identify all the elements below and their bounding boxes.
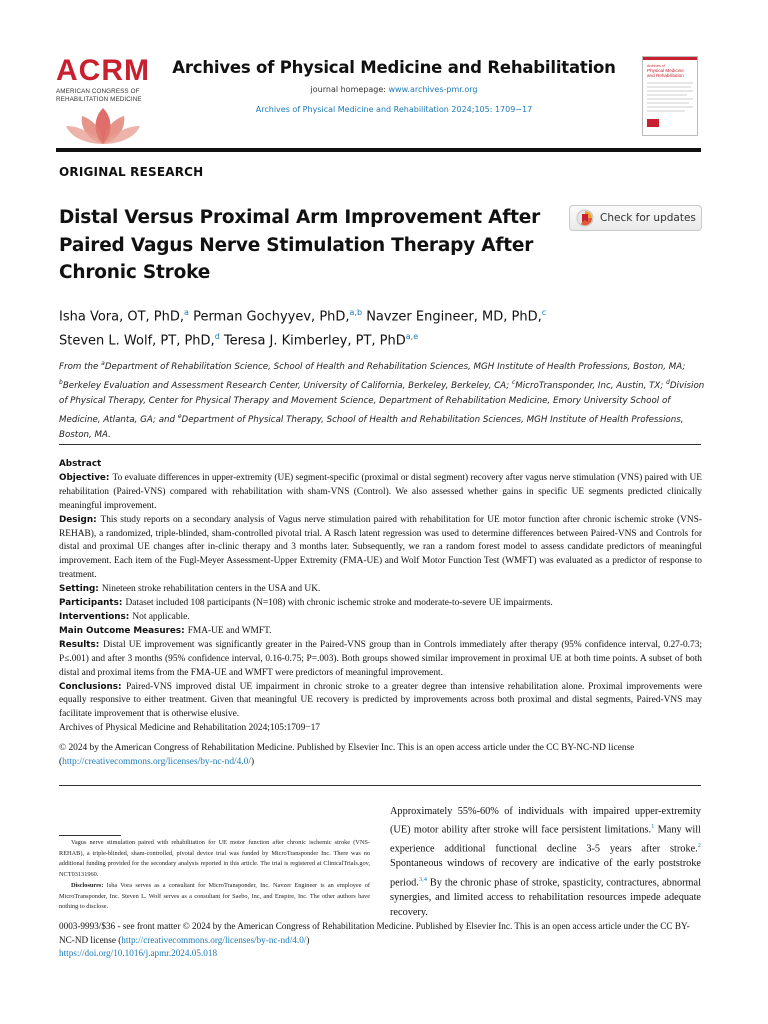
abstract	[59, 458, 702, 736]
abstract-outcome-measures: Main Outcome Measures: FMA-UE and WMFT.	[59, 625, 272, 636]
check-for-updates-button[interactable]	[569, 205, 702, 231]
body-paragraph: Approximately 55%-60% of individuals with impaired upper-extremity (UE) motor ability after stroke will face persistent limitations.$^1$ Many will experience additional functional decline 3-5 years after stroke.$^2$ Spontaneous windows of recovery are indicative of the early poststroke period.$^{3,4}$ By the chronic phase of stroke, spasticity, contractures, abnormal synergies, and limited access to rehabilitation resources impede adequate recovery.	[390, 806, 701, 919]
author-name: Teresa J. Kimberley, PT, PhD	[219, 333, 406, 349]
footnote-divider	[59, 835, 121, 836]
cover-text-lines	[643, 81, 698, 131]
abstract-design: Design: This study reports on a secondary analysis of Vagus nerve stimulation paired with rehabilitation for UE motor function after chronic ischemic stroke (VNS-REHAB), a randomized, triple-blinded, sham-controlled pivotal trial. A Rasch latent regression was used to determine differences between Paired-VNS and Controls for distal and proximal UE changes after in-clinic therapy and 3 months later. Subsequently, we ran a random forest model to assess candidate predictors of meaningful improvement. Each item of the Fugl-Meyer Assessment-Upper Extremity (FMA-UE) and Wolf Motor Function Test (WMFT) was evaluated as a predictor of response to treatment.	[59, 514, 702, 581]
author-name: Steven L. Wolf, PT, PhD,	[59, 333, 215, 349]
author-affil-sup[interactable]: d	[214, 332, 220, 342]
footnotes	[59, 838, 370, 913]
homepage-link[interactable]: www.archives-pmr.org	[388, 85, 478, 94]
abstract-setting: Setting: Nineteen stroke rehabilitation centers in the USA and UK.	[59, 584, 321, 595]
header-divider	[56, 148, 701, 152]
abstract-objective: Objective: To evaluate differences in upper-extremity (UE) segment-specific (proximal or distal segment) recovery after vagus nerve stimulation (VNS) paired with UE rehabilitation (Paired-VNS) compared with rehabilitation with sham-VNS (Control). We also assessed whether gains in specific UE segments predicted clinically meaningful improvement.	[59, 472, 702, 511]
copyright-notice: © 2024 by the American Congress of Rehabilitation Medicine. Published by Elsevier Inc. This is an open access article under the CC BY-NC-ND license (http://creativecommons.org/licenses/by-nc-nd/4.0/)	[59, 743, 635, 767]
abstract-results: Results: Distal UE improvement was significantly greater in the Paired-VNS group than in Controls immediately after therapy (95% confidence interval, 0.27-0.73; P≤.001) and after 3 months (95% confidence interval, 0.16-0.75; P=.003). Both groups showed similar improvement in proximal UE at both time points. A subset of both distal and proximal items from the FMA-UE and WMFT were predictors of meaningful improvement.	[59, 639, 702, 678]
abstract-conclusions: Conclusions: Paired-VNS improved distal UE impairment in chronic stroke to a greater degree than intensive rehabilitation alone. Proximal improvements were equally responsive to either treatment. Given that meaningful UE recovery is predicted by improvements across both proximal and distal segments, Paired-VNS may facilitate improvement that is otherwise elusive.	[59, 681, 702, 720]
logo-wordmark: ACRM	[56, 54, 150, 87]
article-title: Distal Versus Proximal Arm Improvement After Paired Vagus Nerve Stimulation Therapy After Chronic Stroke	[59, 207, 540, 283]
author-name: Isha Vora, OT, PhD,	[59, 309, 185, 325]
section-label: ORIGINAL RESEARCH	[59, 165, 204, 179]
reference-link[interactable]: 1	[651, 823, 655, 831]
acrm-logo	[56, 56, 152, 148]
abstract-heading: Abstract	[59, 459, 102, 469]
cover-title-1: Archives of	[647, 64, 665, 68]
logo-subtitle: AMERICAN CONGRESS OF REHABILITATION MEDICINE	[56, 88, 142, 103]
reference-link[interactable]: 3,4	[418, 875, 428, 883]
cover-title-3: and Rehabilitation	[647, 73, 684, 79]
author-affil-sup[interactable]: c	[541, 308, 547, 317]
cover-title-2: Physical Medicine	[647, 68, 684, 74]
disclosures-footnote: Disclosures: Isha Vora serves as a consultant for MicroTransponder, Inc. Navzer Engineer is an employee of MicroTransponder, Inc. Steven L. Wolf serves as a consultant for Saebo, Inc, and Enspire, Inc. The other authors have nothing to disclose.	[59, 881, 370, 911]
author-name: Perman Gochyyev, PhD,	[188, 309, 350, 325]
page-footer	[59, 920, 702, 961]
author-affil-sup[interactable]: a	[184, 308, 189, 317]
journal-citation[interactable]: Archives of Physical Medicine and Rehabilitation 2024;105: 1709−17	[255, 105, 533, 114]
lotus-icon	[58, 106, 148, 146]
author-list	[59, 303, 709, 352]
author-affil-sup[interactable]: a,b	[349, 308, 363, 317]
abstract-participants: Participants: Dataset included 108 participants (N=108) with chronic ischemic stroke and moderate-to-severe UE impairments.	[59, 598, 553, 609]
abstract-divider-bottom	[59, 785, 701, 786]
abstract-journal-cite: Archives of Physical Medicine and Rehabilitation 2024;105:1709−17	[59, 723, 320, 734]
journal-title: Archives of Physical Medicine and Rehabilitation	[172, 58, 616, 77]
check-updates-icon	[576, 209, 594, 227]
footer-license: 0003-9993/$36 - see front matter © 2024 by the American Congress of Rehabilitation Medicine. Published by Elsevier Inc. This is an open access article under the CC BY-NC-ND license (http://creativecommons.org/licenses/by-nc-nd/4.0/)	[59, 921, 690, 945]
footer-license-link[interactable]: http://creativecommons.org/licenses/by-nc-nd/4.0/	[121, 934, 307, 945]
affiliations: From the $^a$Department of Rehabilitation Science, School of Health and Rehabilitation Sciences, MGH Institute of Health Professions, Boston, MA; $^b$Berkeley Evaluation and Assessment Research Center, University of California, Berkeley, Berkeley, CA; $^c$MicroTransponder, Inc, Austin, TX; $^d$Division of Physical Therapy, Center for Physical Therapy and Movement Science, Department of Rehabilitation Medicine, Emory University School of Medicine, Atlanta, GA; and $^e$Department of Physical Therapy, School of Health and Rehabilitation Sciences, MGH Institute of Health Professions, Boston, MA.	[59, 360, 705, 440]
check-updates-label: Check for updates	[600, 212, 696, 224]
abstract-interventions: Interventions: Not applicable.	[59, 611, 190, 622]
journal-cover[interactable]	[642, 56, 698, 136]
reference-link[interactable]: 2	[697, 841, 701, 849]
funding-footnote: Vagus nerve stimulation paired with rehabilitation for UE motor function after chronic ischemic stroke (VNS-REHAB), a triple-blinded, sham-controlled, pivotal device trial was funded by MicroTransponder Inc. There was no additional funding provided for the secondary analysis reported in this article. The trial is registered at ClinicalTrials.gov, NCT03131960.	[59, 839, 370, 879]
doi-link[interactable]: https://doi.org/10.1016/j.apmr.2024.05.018	[59, 948, 218, 959]
license-link[interactable]: http://creativecommons.org/licenses/by-nc-nd/4.0/	[62, 756, 251, 767]
author-line-1	[59, 303, 709, 327]
author-affil-sup[interactable]: a,e	[405, 332, 419, 342]
author-name: Navzer Engineer, MD, PhD,	[362, 309, 542, 325]
abstract-divider-top	[59, 444, 701, 445]
author-line-2	[59, 327, 709, 351]
journal-homepage: journal homepage: www.archives-pmr.org	[310, 85, 478, 94]
